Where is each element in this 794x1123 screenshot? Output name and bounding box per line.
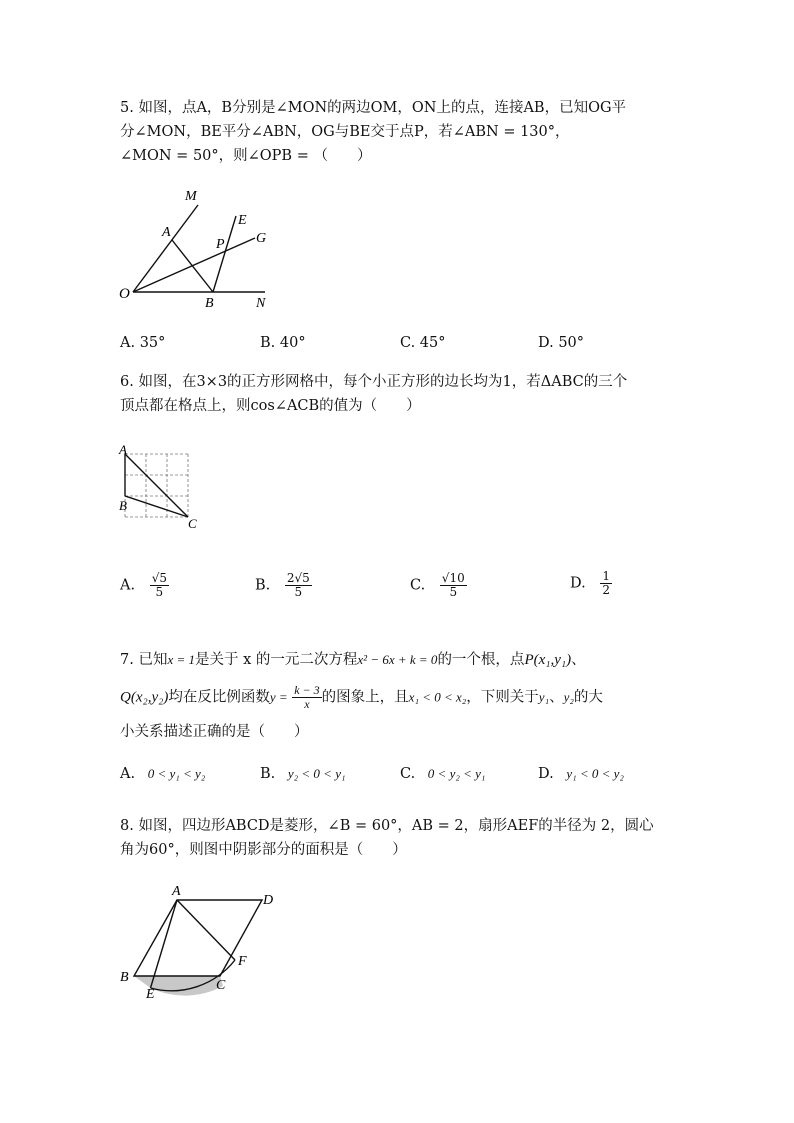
- label-f: F: [238, 954, 247, 969]
- label-b: B: [120, 970, 129, 985]
- option-expression: 0 < y₁ < y₂: [147, 766, 206, 781]
- label-a: A: [162, 225, 171, 240]
- segment-ac: [125, 454, 188, 517]
- q6-text-line2: 顶点都在格点上，则cos∠ACB的值为（ ）: [120, 398, 421, 414]
- option-letter: C.: [400, 766, 416, 782]
- q8-rhombus-figure: [112, 878, 287, 1003]
- q5-option-d[interactable]: D. 50°: [538, 335, 585, 351]
- label-m: M: [185, 189, 197, 204]
- label-b: B: [205, 296, 214, 311]
- label-a: A: [119, 442, 127, 457]
- fraction-denominator: x: [304, 697, 310, 711]
- q5-option-c[interactable]: C. 45°: [400, 335, 446, 351]
- q7-text: 、: [571, 652, 586, 668]
- label-e: E: [146, 987, 155, 1002]
- option-letter: B.: [255, 577, 271, 594]
- q7-math: x = 1: [167, 652, 195, 667]
- label-b: B: [119, 498, 127, 513]
- option-expression: 0 < y₂ < y₁: [427, 766, 486, 781]
- fraction-denominator: 5: [155, 585, 164, 599]
- fraction-denominator: 5: [294, 585, 303, 599]
- q7-math: y₂: [563, 689, 574, 705]
- fraction-denominator: 2: [602, 583, 610, 597]
- q7-option-b[interactable]: [260, 766, 346, 782]
- option-expression: y₂ < 0 < y₁: [287, 766, 346, 781]
- option-letter: A.: [120, 766, 136, 782]
- q7-math-point-p: P(x₁,y₁): [524, 652, 572, 668]
- q6-grid-figure: [112, 440, 212, 535]
- q5-text-line2: 分∠MON，BE平分∠ABN，OG与BE交于点P，若∠ABN = 130°，: [120, 124, 570, 140]
- fraction-numerator: √10: [441, 571, 465, 585]
- segment-af: [177, 900, 235, 960]
- segment-ae: [151, 900, 178, 988]
- label-g: G: [256, 231, 267, 246]
- q7-text: 的图象上，且: [321, 689, 409, 706]
- segment-bc: [125, 496, 188, 517]
- q7-option-c[interactable]: [400, 766, 485, 782]
- option-expression: y₁ < 0 < y₂: [566, 766, 624, 781]
- q7-text-line3: 小关系描述正确的是（ ）: [120, 724, 309, 740]
- q6-option-b[interactable]: [255, 572, 312, 599]
- fraction-denominator: 5: [449, 585, 458, 599]
- q7-option-a[interactable]: [120, 766, 205, 782]
- q7-text-line2: [120, 684, 603, 711]
- q7-text-line1: [120, 650, 586, 670]
- ray-og: [133, 238, 255, 292]
- q5-option-b[interactable]: B. 40°: [260, 335, 306, 351]
- q7-text: 、: [549, 689, 564, 706]
- label-p: P: [216, 237, 225, 252]
- q7-text: 的一个根，点: [437, 652, 525, 668]
- label-c: C: [216, 978, 226, 993]
- label-o: O: [119, 286, 130, 302]
- q8-text-line2: 角为60°，则图中阴影部分的面积是（ ）: [120, 842, 407, 858]
- q5-text-line3: ∠MON = 50°，则∠OPB = （ ）: [120, 148, 372, 164]
- label-a: A: [172, 884, 181, 899]
- q7-math-point-q: Q(x₂,y₂): [120, 689, 169, 706]
- q7-math: y₁: [538, 689, 550, 705]
- fraction-numerator: √5: [151, 571, 167, 585]
- q8-text-line1: 8. 如图，四边形ABCD是菱形，∠B = 60°，AB = 2，扇形AEF的半径为 2，圆心: [120, 818, 654, 834]
- q5-text-line1: 5. 如图，点A，B分别是∠MON的两边OM，ON上的点，连接AB，已知OG平: [120, 100, 627, 116]
- option-letter: D.: [570, 575, 586, 592]
- fraction-numerator: 1: [602, 569, 610, 583]
- option-letter: B.: [260, 766, 276, 782]
- q5-angle-figure: [110, 180, 290, 315]
- option-letter: C.: [410, 577, 426, 594]
- fraction-numerator: 2√5: [286, 571, 310, 585]
- q7-math: y =: [269, 689, 288, 705]
- q7-text: 均在反比例函数: [168, 689, 270, 706]
- label-n: N: [256, 296, 266, 311]
- label-d: D: [263, 893, 274, 908]
- option-letter: A.: [120, 577, 136, 594]
- label-c: C: [188, 516, 197, 531]
- q7-option-d[interactable]: [538, 766, 624, 782]
- q6-option-a[interactable]: [120, 572, 169, 599]
- option-letter: D.: [538, 766, 554, 782]
- q6-option-d[interactable]: [570, 570, 612, 597]
- ray-be: [213, 216, 236, 292]
- q7-text: ，下则关于: [466, 689, 539, 706]
- q7-math: x² − 6x + k = 0: [357, 652, 438, 667]
- q7-math: x₁ < 0 < x₂: [408, 689, 467, 705]
- fraction-numerator: k − 3: [294, 683, 320, 697]
- q7-text: 是关于 x 的一元二次方程: [195, 652, 358, 668]
- q5-option-a[interactable]: A. 35°: [120, 335, 166, 351]
- q7-text: 7. 已知: [120, 652, 168, 668]
- q6-text-line1: 6. 如图，在3×3的正方形网格中，每个小正方形的边长均为1，若ΔABC的三个: [120, 374, 628, 390]
- label-e: E: [238, 213, 247, 228]
- q7-text: 的大: [573, 689, 603, 706]
- ray-om: [133, 205, 198, 292]
- segment-ab: [172, 240, 213, 292]
- q6-option-c[interactable]: [410, 572, 467, 599]
